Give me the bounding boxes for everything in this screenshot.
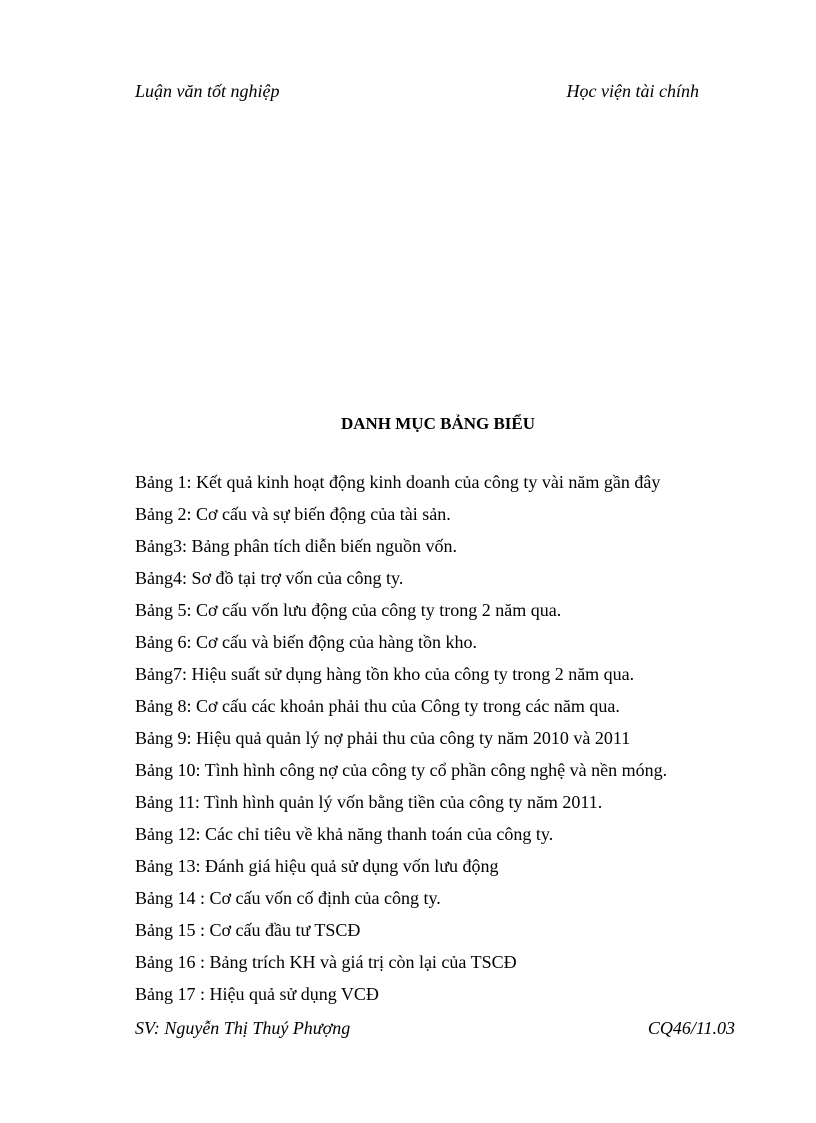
list-item: Bảng 5: Cơ cấu vốn lưu động của công ty trong 2 năm qua. — [135, 600, 562, 620]
page-footer — [135, 1018, 735, 1042]
list-item: Bảng 1: Kết quả kinh hoạt động kinh doanh của công ty vài năm gần đây — [135, 472, 661, 492]
list-item: Bảng 2: Cơ cấu và sự biến động của tài sản. — [135, 504, 451, 524]
list-item: Bảng 16 : Bảng trích KH và giá trị còn lại của TSCĐ — [135, 952, 517, 972]
page-title: DANH MỤC BẢNG BIỂU — [340, 414, 536, 433]
list-item: Bảng 17 : Hiệu quả sử dụng VCĐ — [135, 984, 379, 1004]
list-item: Bảng 15 : Cơ cấu đầu tư TSCĐ — [135, 920, 361, 940]
list-item: Bảng 11: Tình hình quản lý vốn bằng tiền của công ty năm 2011. — [135, 792, 603, 812]
list-item: Bảng 8: Cơ cấu các khoản phải thu của Công ty trong các năm qua. — [135, 696, 620, 716]
list-item: Bảng 10: Tình hình công nợ của công ty cổ phần công nghệ và nền móng. — [135, 760, 668, 780]
list-item: Bảng 14 : Cơ cấu vốn cố định của công ty. — [135, 888, 441, 908]
footer-class-code: CQ46/11.03 — [647, 1018, 735, 1038]
header-institution-label: Học viện tài chính — [566, 81, 699, 101]
list-item: Bảng 9: Hiệu quả quản lý nợ phải thu của công ty năm 2010 và 2011 — [135, 728, 631, 748]
list-item: Bảng 13: Đánh giá hiệu quả sử dụng vốn lưu động — [135, 856, 499, 876]
list-item: Bảng 12: Các chỉ tiêu về khả năng thanh toán của công ty. — [135, 824, 554, 844]
list-item: Bảng3: Bảng phân tích diễn biến nguồn vốn. — [135, 536, 457, 556]
table-list — [135, 470, 735, 1014]
list-item: Bảng7: Hiệu suất sử dụng hàng tồn kho của công ty trong 2 năm qua. — [135, 664, 635, 684]
page-header — [135, 81, 699, 105]
footer-student-name: SV: Nguyễn Thị Thuý Phượng — [135, 1018, 351, 1038]
list-item: Bảng4: Sơ đồ tại trợ vốn của công ty. — [135, 568, 404, 588]
header-thesis-label: Luận văn tốt nghiệp — [135, 81, 280, 101]
list-item: Bảng 6: Cơ cấu và biến động của hàng tồn kho. — [135, 632, 477, 652]
